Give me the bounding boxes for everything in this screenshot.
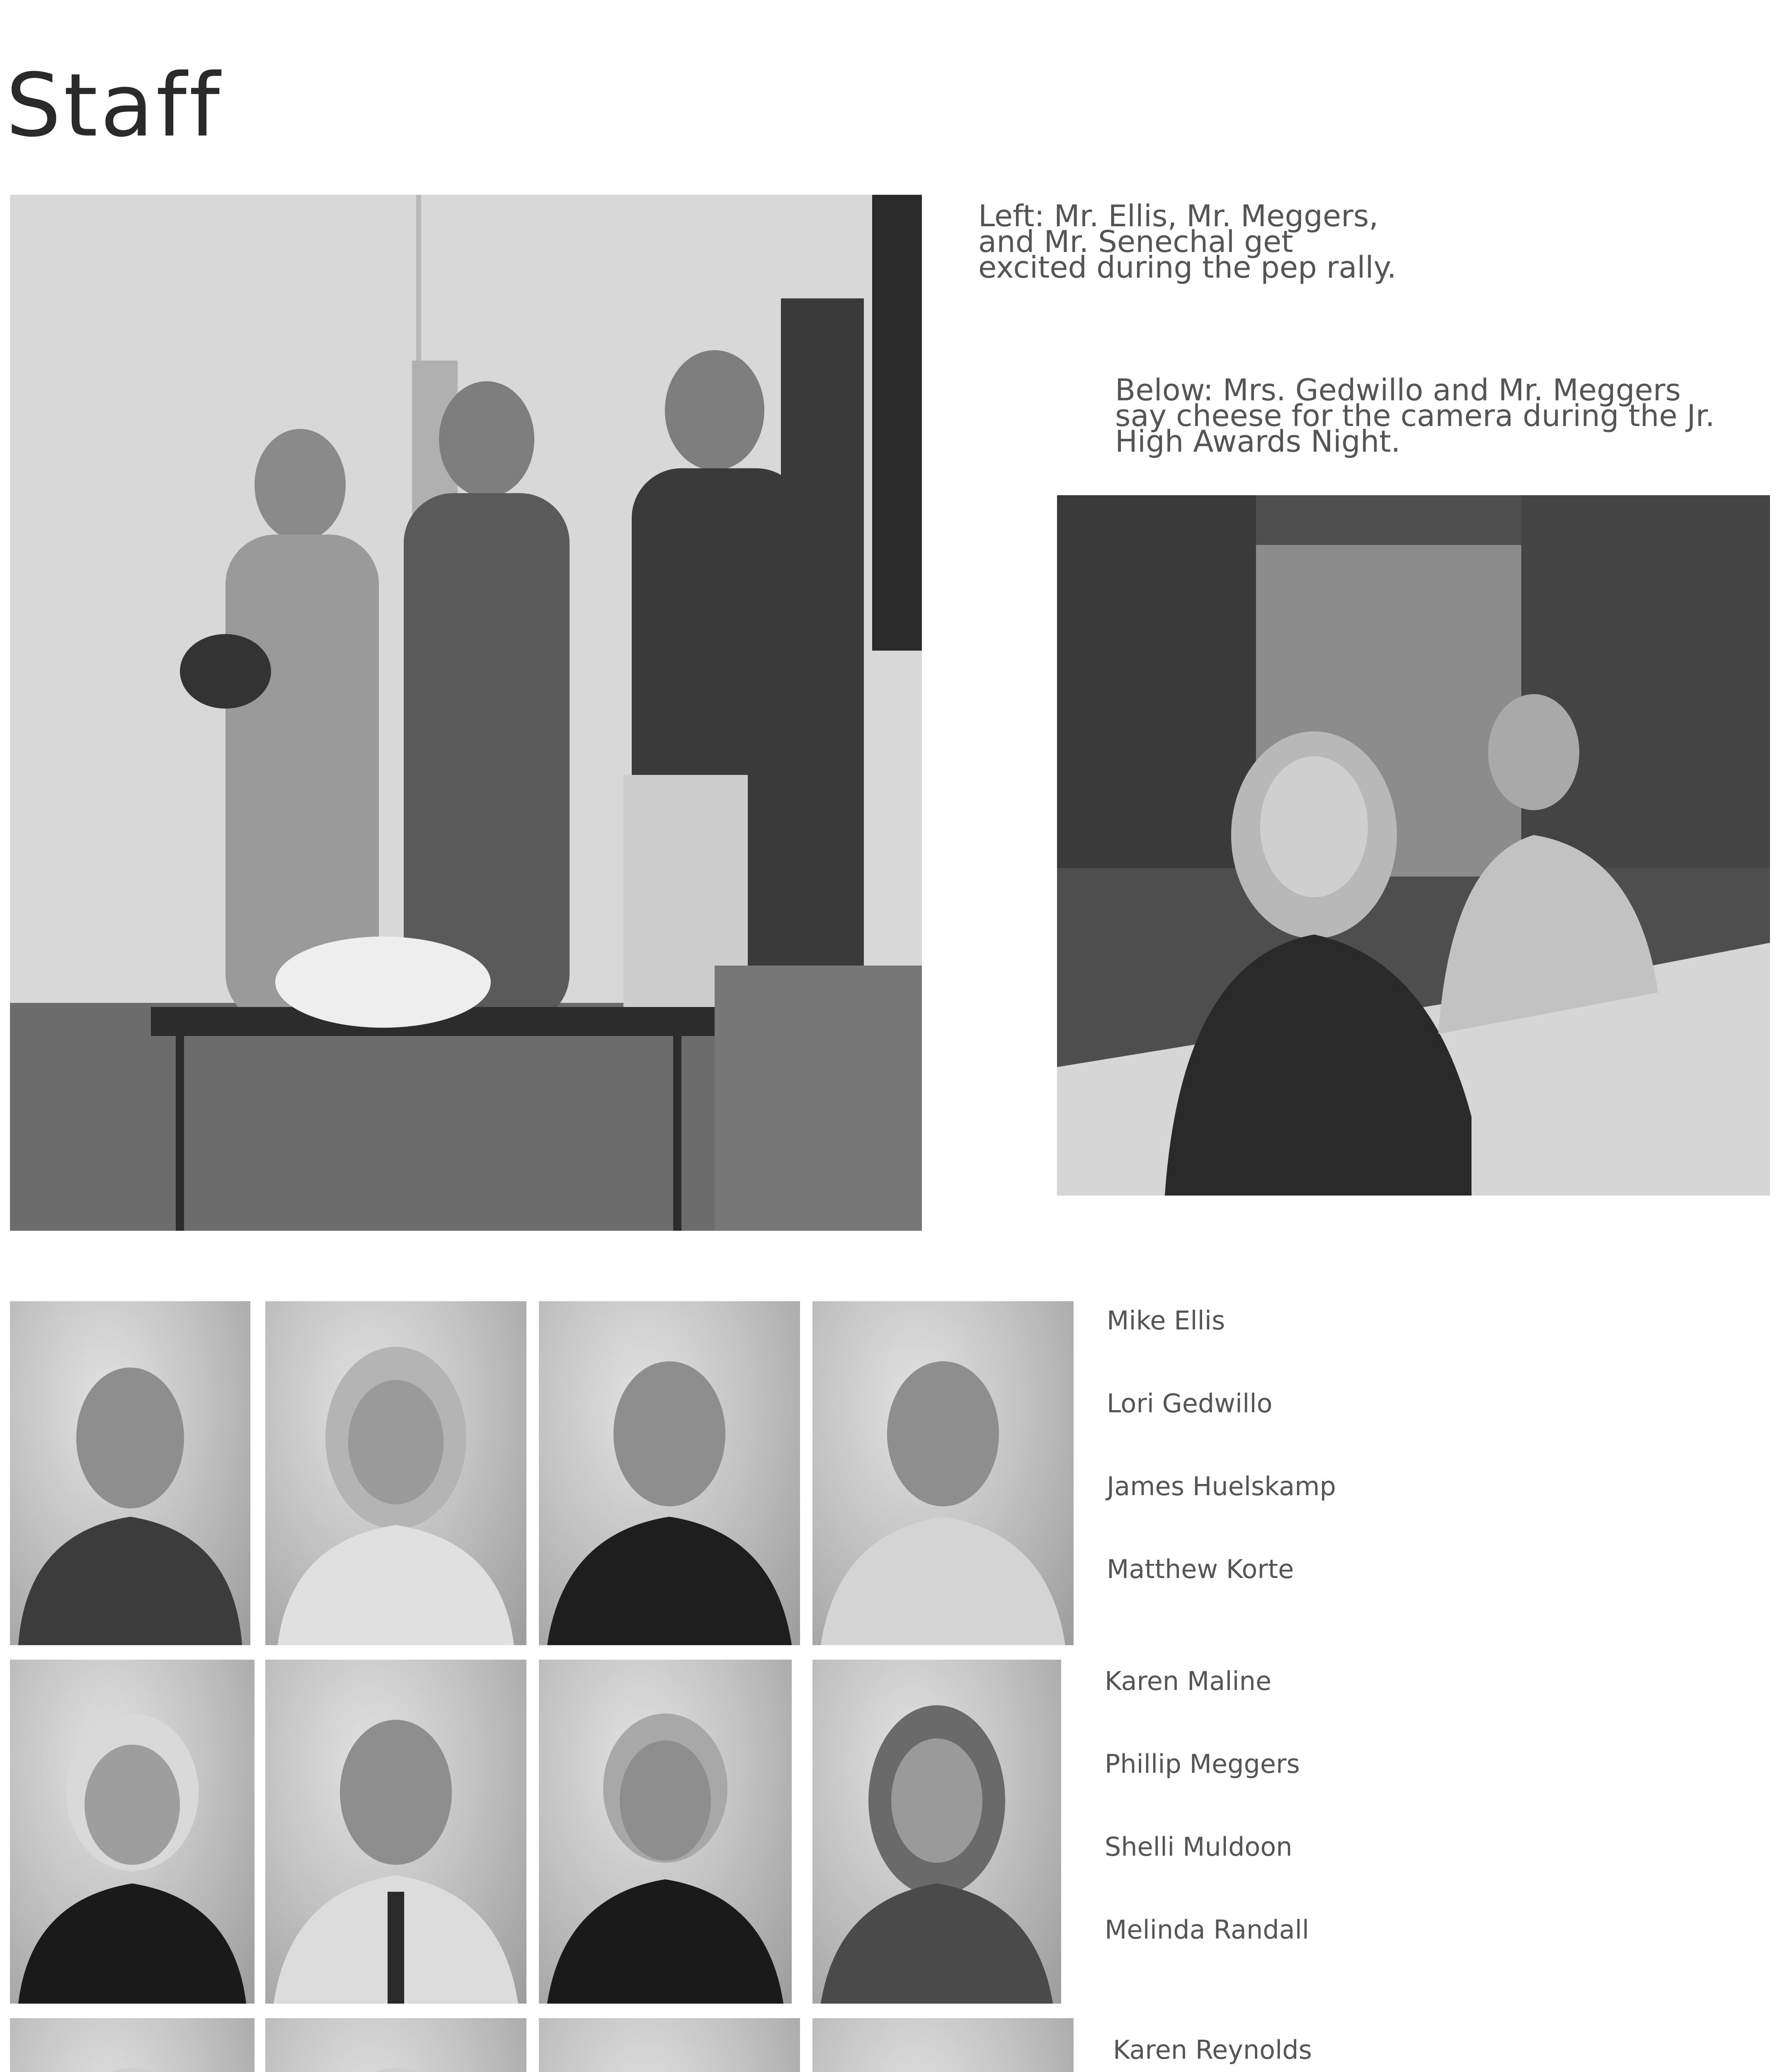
portrait-mike-ellis [10,1301,250,1645]
portrait-darla-rosendahl [265,2018,526,2072]
staff-name: Matthew Korte [1107,1554,1294,1584]
caption-left: Left: Mr. Ellis, Mr. Meggers, and Mr. Senechal get excited during the pep rally. [978,198,1397,285]
staff-name: Mike Ellis [1107,1305,1225,1336]
caption-below: Below: Mrs. Gedwillo and Mr. Meggers say cheese for the camera during the Jr. High Awards Night. [1115,373,1715,459]
staff-name: Lori Gedwillo [1107,1388,1273,1418]
portrait-martin-senechal [539,2018,800,2072]
staff-name: Phillip Meggers [1105,1749,1300,1779]
staff-name: Karen Reynolds [1113,2035,1312,2065]
pep-rally-photo [10,195,922,1231]
page-title: Staff [6,55,223,156]
awards-night-photo [1057,495,1770,1196]
portrait-karen-maline [10,1660,255,2004]
portrait-karen-reynolds [10,2018,255,2072]
portrait-matthew-korte [812,1301,1074,1645]
staff-name: Melinda Randall [1105,1915,1309,1945]
staff-name: James Huelskamp [1107,1471,1336,1501]
portrait-melinda-randall [812,1660,1061,2004]
staff-name: Karen Maline [1105,1666,1272,1696]
portrait-shelli-muldoon [539,1660,792,2004]
portrait-lori-gedwillo [265,1301,526,1645]
portrait-phillip-meggers [265,1660,526,2004]
staff-name: Shelli Muldoon [1105,1832,1292,1862]
portrait-james-huelskamp [539,1301,800,1645]
portrait-stephen-zehnder [812,2018,1074,2072]
